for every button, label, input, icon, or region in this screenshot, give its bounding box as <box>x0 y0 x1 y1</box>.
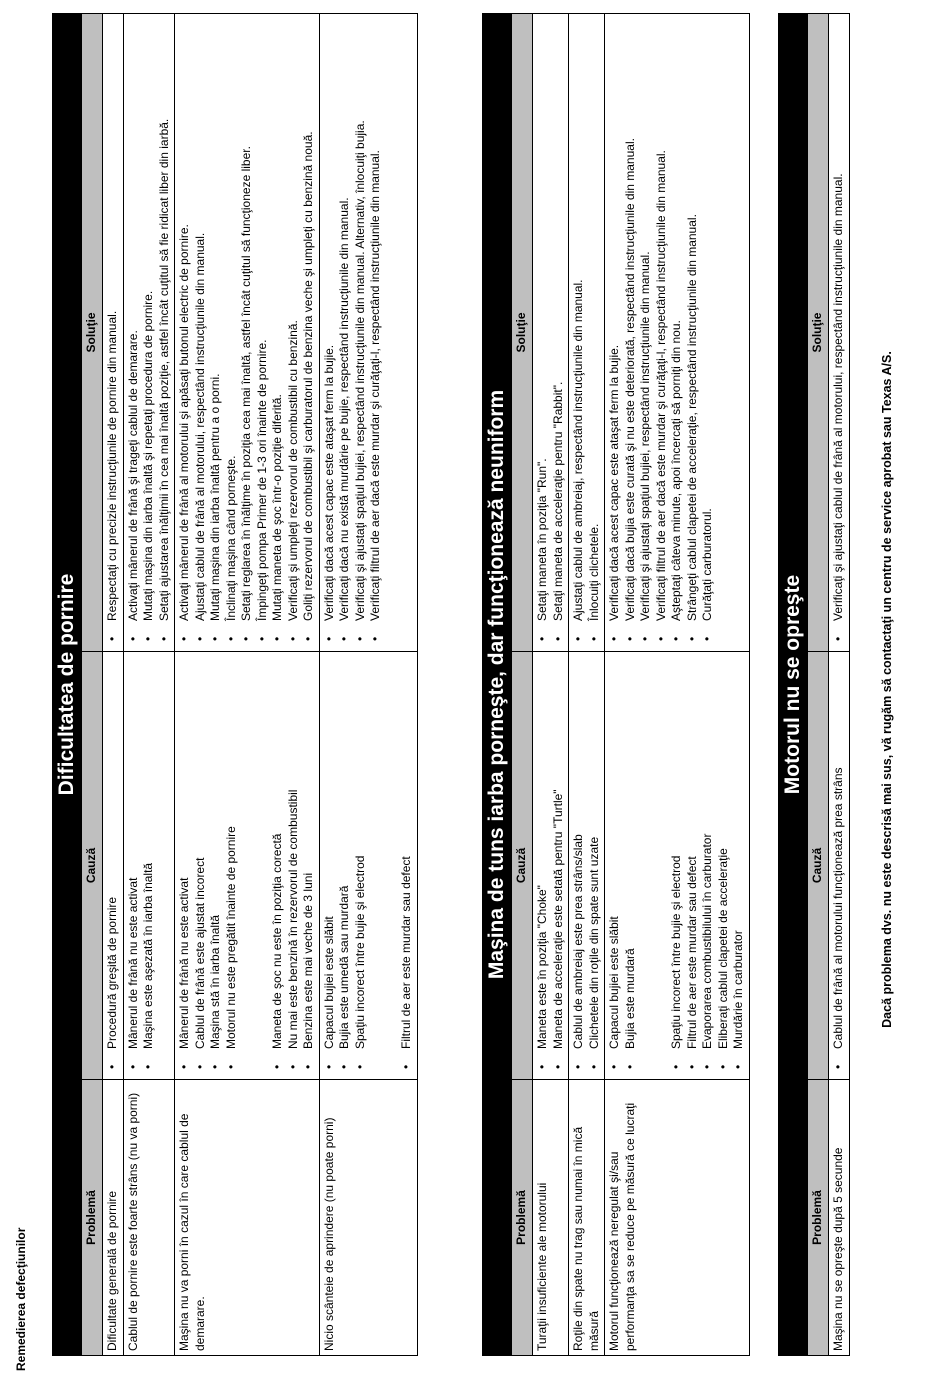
col-header-problem: Problemă <box>808 1080 829 1356</box>
table-row <box>829 14 850 1356</box>
table-row <box>605 13 750 1355</box>
col-header-cause: Cauză <box>808 652 829 1080</box>
list-item: • Cablul de ambreiaj este prea strâns/slab <box>571 656 587 1075</box>
cause-cell <box>123 652 175 1080</box>
list-item: • Mutaţi maşina din iarba înaltă şi repetaţi procedura de pornire. <box>141 18 157 647</box>
list-item: • Verificaţi şi ajustaţi spaţiul bujiei, respectând instrucţiunile din manual. Alternativ, înlocuiţi bujia. <box>353 18 369 647</box>
col-header-solution: Soluţie <box>512 13 533 651</box>
problem-cell: Dificultate generală de pornire <box>103 1080 124 1356</box>
table-engine-not-stopping <box>778 13 850 1356</box>
problem-cell: Roţile din spate nu trag sau numai în mică măsură <box>569 1080 605 1356</box>
list-item: • Aşteptaţi câteva minute, apoi încercaţi să porniţi din nou. <box>669 18 685 647</box>
list-item: • Ajustaţi cablul de frână al motorului, respectând instrucţiunile din manual. <box>193 18 209 647</box>
page-title: Remedierea defecţiunilor <box>14 1227 28 1371</box>
list-item: • Verificaţi dacă acest capac este ataşat ferm la bujie. <box>322 18 338 647</box>
list-item: • Maşina este aşezată în iarba înaltă <box>141 656 157 1075</box>
list-item: • Nu mai este benzină în rezervorul de combustibil <box>286 656 302 1075</box>
list-item: • Bujia este umedă sau murdară <box>337 656 353 1075</box>
list-item: • Verificaţi dacă acest capac este ataşat ferm la bujie. <box>607 18 623 647</box>
list-item: • Bujia este murdară <box>623 656 639 1075</box>
list-item: • Setaţi maneta în poziţia "Run". <box>535 18 551 647</box>
list-item: • Strângeţi cablul clapetei de acceleraţie, respectând instrucţiunile din manual. <box>685 18 701 647</box>
list-item: • Verificaţi filtrul de aer dacă este murdar şi curăţaţi-l, respectând instrucţiunile din manual. <box>654 18 670 647</box>
list-item: • Respectaţi cu precizie instrucţiunile de pornire din manual. <box>105 18 121 647</box>
list-item: • Mânerul de frână nu este activat <box>177 656 193 1075</box>
spacer <box>638 656 669 1075</box>
cause-cell <box>175 652 320 1080</box>
list-item: • Activaţi mânerul de frână al motorului şi apăsaţi butonul electric de pornire. <box>177 18 193 647</box>
table-row <box>569 13 605 1355</box>
cause-cell <box>319 652 417 1080</box>
list-item: • Verificaţi şi ajustaţi cablul de frână al motorului, respectând instrucţiunile din manual. <box>831 18 847 647</box>
list-item: • Verificaţi şi ajustaţi spaţiul bujiei, respectând instrucţiunile din manual. <box>638 18 654 647</box>
cause-cell <box>829 652 850 1080</box>
table-uneven-running <box>482 13 750 1356</box>
list-item: • Maşina stă în iarba înaltă <box>208 656 224 1075</box>
col-header-problem: Problemă <box>82 1080 103 1356</box>
solution-cell <box>175 13 320 651</box>
table-row <box>319 13 417 1355</box>
col-header-solution: Soluţie <box>82 13 103 651</box>
list-item: • Înclinaţi maşina când porneşte. <box>224 18 240 647</box>
problem-cell: Motorul funcţionează neregulat şi/sau performanţa sa se reduce pe măsură ce lucraţi <box>605 1080 750 1356</box>
problem-cell: Nicio scânteie de aprindere (nu poate porni) <box>319 1080 417 1356</box>
list-item: • Mânerul de frână nu este activat <box>126 656 142 1075</box>
list-item: • Eliberaţi cablul clapetei de acceleraţie <box>716 656 732 1075</box>
section-title: Motorul nu se opreşte <box>779 14 808 1356</box>
table-starting-difficulty <box>52 13 418 1356</box>
section-title: Maşina de tuns iarba porneşte, dar funcţionează neuniform <box>483 13 512 1355</box>
cause-cell <box>605 652 750 1080</box>
table-row <box>103 13 124 1355</box>
list-item: • Mutaţi maşina din iarba înaltă pentru a o porni. <box>208 18 224 647</box>
list-item: • Goliţi rezervorul de combustibil şi carburatorul de benzina veche şi umpleţi cu benzină nouă. <box>301 18 317 647</box>
list-item: • Filtrul de aer este murdar sau defect <box>399 656 415 1075</box>
list-item: • Capacul bujiei este slăbit <box>322 656 338 1075</box>
list-item: • Activaţi mânerul de frână şi trageţi cablul de demarare. <box>126 18 142 647</box>
list-item: • Maneta de şoc nu este în poziţia corectă <box>270 656 286 1075</box>
col-header-cause: Cauză <box>82 652 103 1080</box>
list-item: • Înlocuiţi clichetele. <box>587 18 603 647</box>
solution-cell <box>533 13 569 651</box>
list-item: • Ajustaţi cablul de ambreiaj, respectând instrucţiunile din manual. <box>571 18 587 647</box>
list-item: • Motorul nu este pregătit înainte de pornire <box>224 656 240 1075</box>
cause-cell <box>533 652 569 1080</box>
spacer <box>239 656 270 1075</box>
col-header-cause: Cauză <box>512 652 533 1080</box>
list-item: • Procedură greşită de pornire <box>105 656 121 1075</box>
problem-cell: Cablul de pornire este foarte strâns (nu va porni) <box>123 1080 175 1356</box>
list-item: • Curăţaţi carburatorul. <box>700 18 716 647</box>
list-item: • Spaţiu incorect între bujie şi electrod <box>669 656 685 1075</box>
list-item: • Maneta este în poziţia "Choke" <box>535 656 551 1075</box>
table-row <box>123 13 175 1355</box>
col-header-problem: Problemă <box>512 1080 533 1356</box>
cause-cell <box>103 652 124 1080</box>
solution-cell <box>319 13 417 651</box>
list-item: • Mutaţi maneta de şoc într-o poziţie diferită. <box>270 18 286 647</box>
solution-cell <box>605 13 750 651</box>
solution-cell <box>569 13 605 651</box>
section-title: Dificultatea de pornire <box>53 13 82 1355</box>
list-item: • Evaporarea combustibilului în carburator <box>700 656 716 1075</box>
solution-cell <box>123 13 175 651</box>
list-item: • Setaţi maneta de acceleraţie pentru "Rabbit". <box>551 18 567 647</box>
list-item: • Cablul de frână este ajustat incorect <box>193 656 209 1075</box>
table-row <box>175 13 320 1355</box>
problem-cell: Turaţii insuficiente ale motorului <box>533 1080 569 1356</box>
list-item: • Setaţi reglarea în înălţime în poziţia cea mai înaltă, astfel încât cuţitul să funcţioneze liber. <box>239 18 255 647</box>
cause-cell <box>569 652 605 1080</box>
list-item: • Maneta de acceleraţie este setată pentru "Turtle" <box>551 656 567 1075</box>
list-item: • Verificaţi filtrul de aer dacă este murdar şi curăţaţi-l, respectând instrucţiunile din manual. <box>368 18 384 647</box>
list-item: • Capacul bujiei este slăbit <box>607 656 623 1075</box>
list-item: • Murdărie în carburator <box>731 656 747 1075</box>
solution-cell <box>829 14 850 652</box>
problem-cell: Maşina nu se opreşte după 5 secunde <box>829 1080 850 1356</box>
list-item: • Benzina este mai veche de 3 luni <box>301 656 317 1075</box>
solution-cell <box>103 13 124 651</box>
list-item: • Clichetele din roţile din spate sunt uzate <box>587 656 603 1075</box>
spacer <box>368 656 399 1075</box>
list-item: • Verificaţi dacă nu există murdărie pe bujie, respectând instrucţiunile din manual. <box>337 18 353 647</box>
list-item: • Setaţi ajustarea înălţimii în cea mai înaltă poziţie, astfel încât cuţitul să fie ridicat liber din iarbă. <box>157 18 173 647</box>
list-item: • Împingeţi pompa Primer de 1-3 ori înainte de pornire. <box>255 18 271 647</box>
problem-cell: Maşina nu va porni în cazul în care cablul de demarare. <box>175 1080 320 1356</box>
list-item: • Cablul de frână al motorului funcţionează prea strâns <box>831 656 847 1075</box>
col-header-solution: Soluţie <box>808 14 829 652</box>
table-row <box>533 13 569 1355</box>
list-item: • Verificaţi şi umpleţi rezervorul de combustibil cu benzină. <box>286 18 302 647</box>
list-item: • Verificaţi dacă bujia este curată şi nu este deteriorată, respectând instrucţiunile din manual. <box>623 18 639 647</box>
list-item: • Filtrul de aer este murdar sau defect <box>685 656 701 1075</box>
list-item: • Spaţiu incorect între bujie şi electrod <box>353 656 369 1075</box>
footer-note: Dacă problema dvs. nu este descrisă mai sus, vă rugăm să contactaţi un centru de service aprobat sau Texas A/S. <box>880 351 894 1028</box>
